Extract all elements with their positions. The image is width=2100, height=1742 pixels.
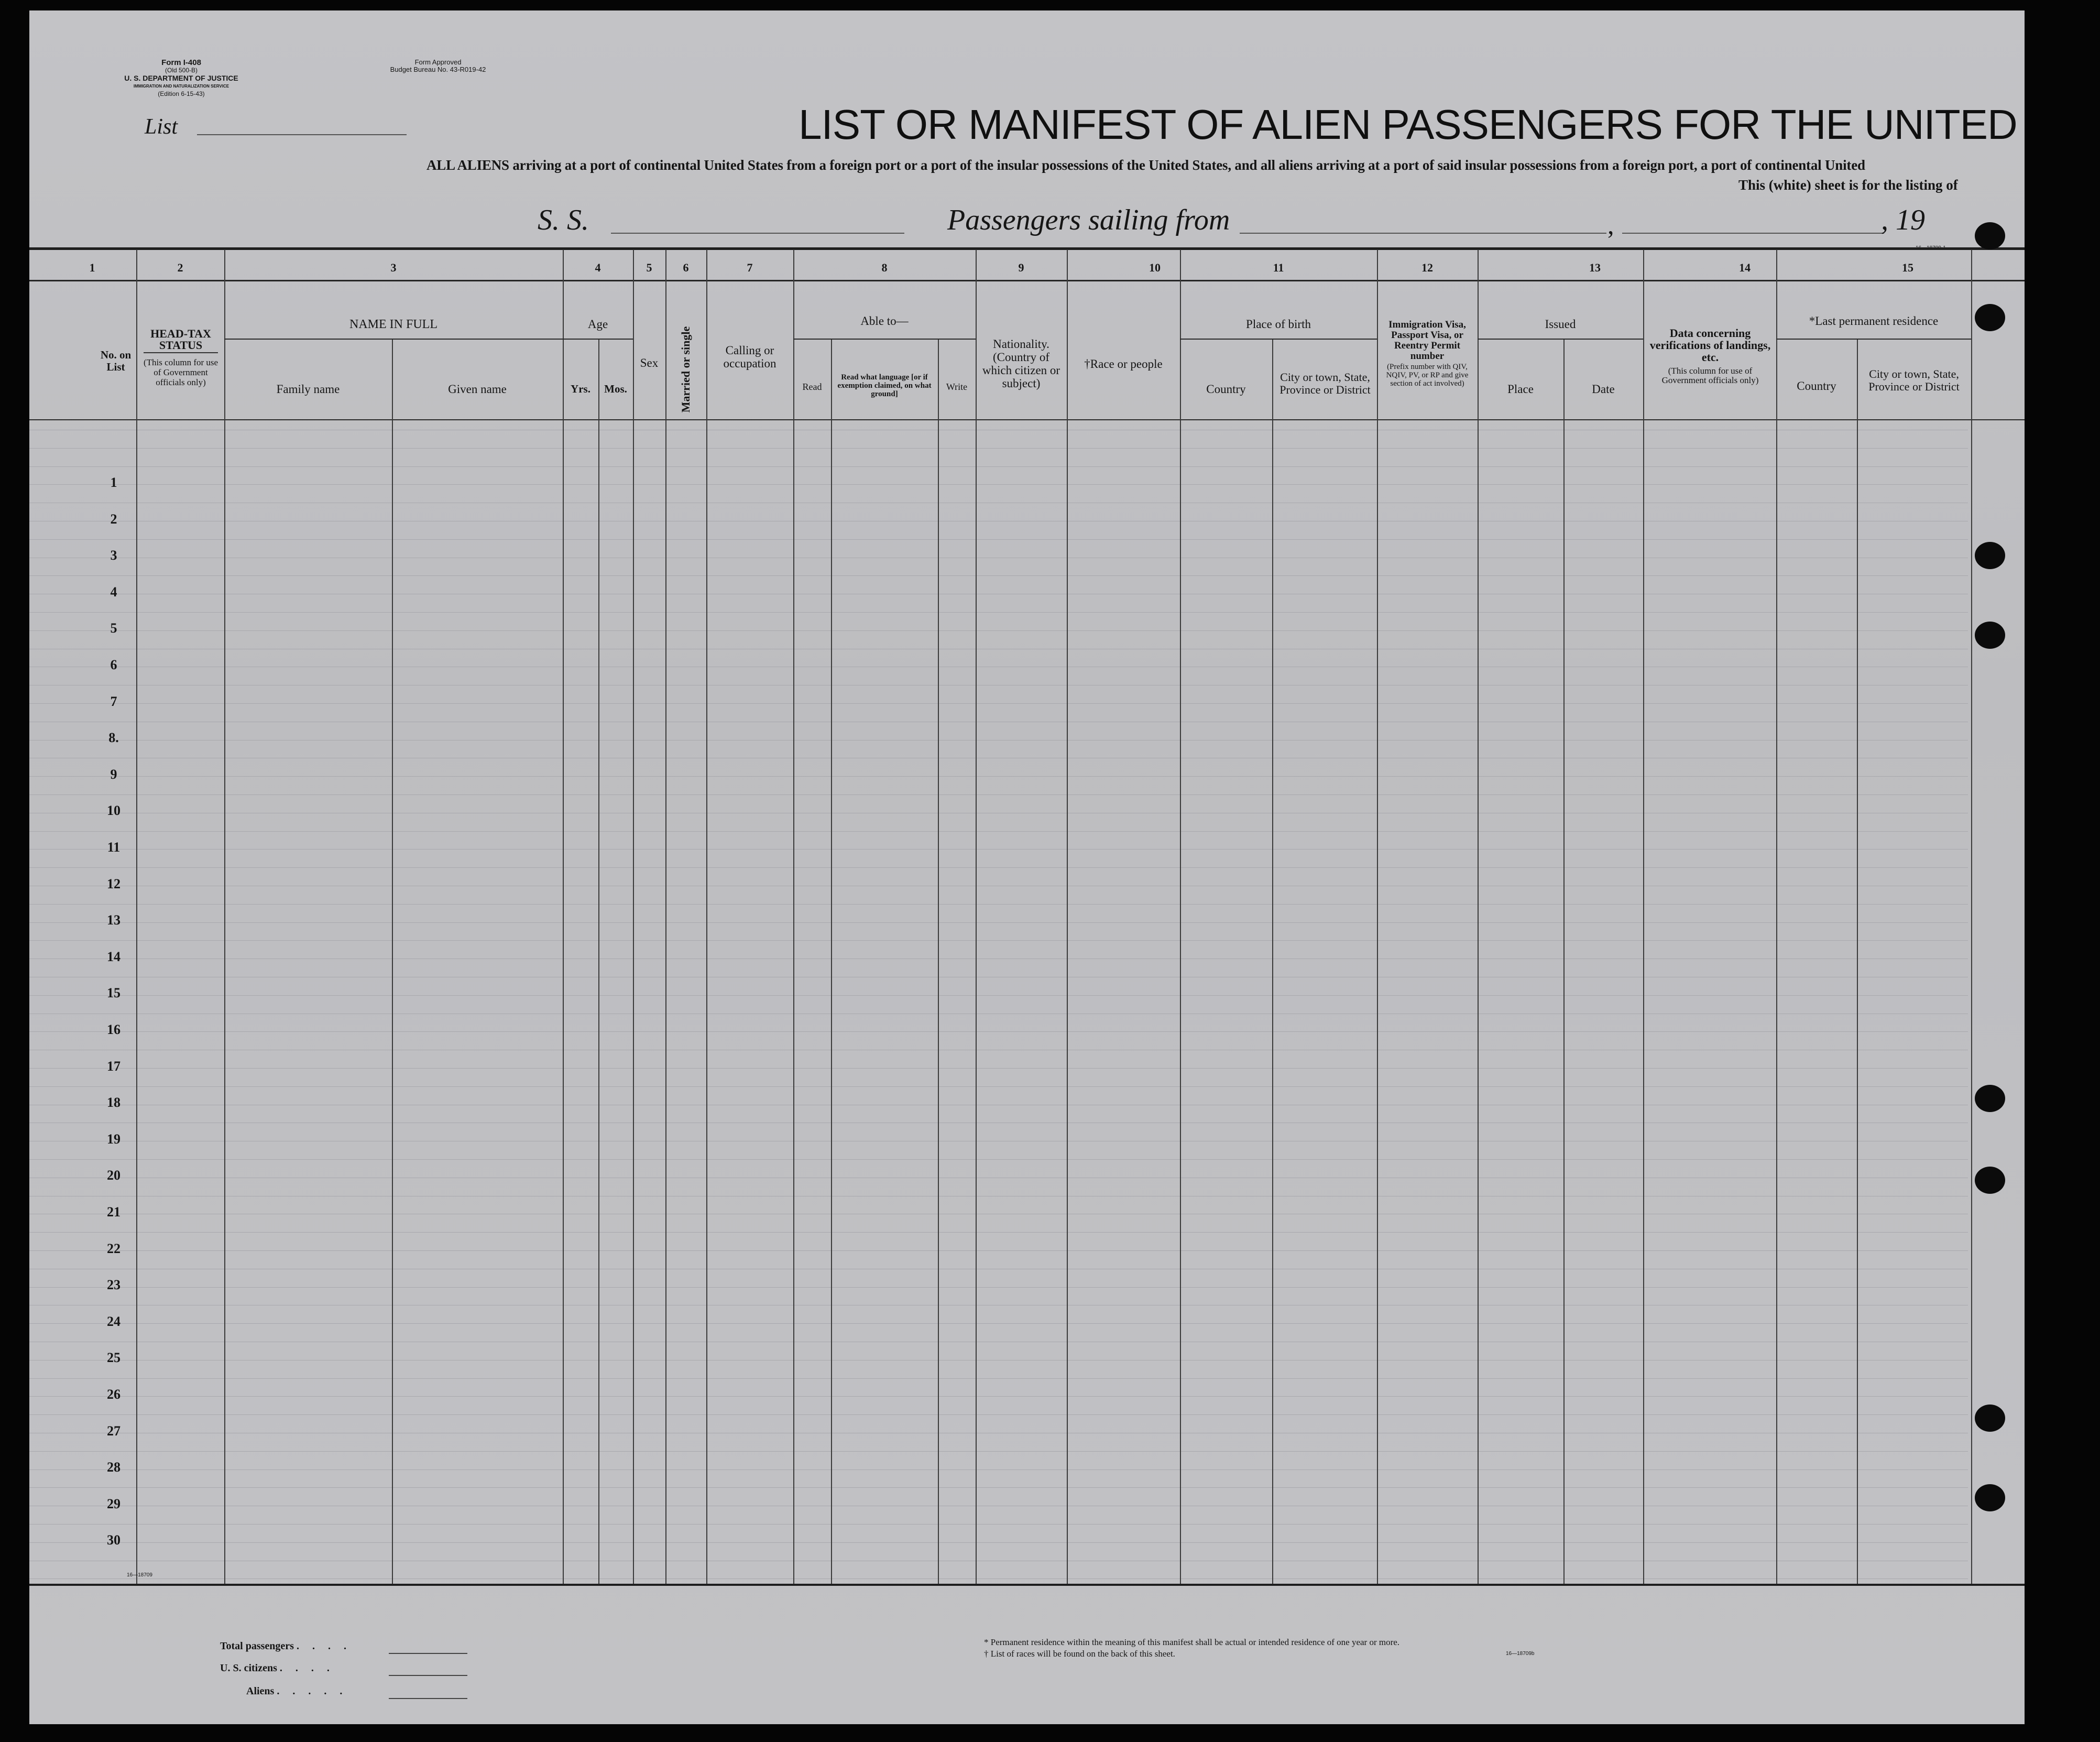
ruled-line [29, 849, 1968, 850]
total-passengers-dots: . . . . [296, 1640, 352, 1652]
department-name: U. S. DEPARTMENT OF JUSTICE [124, 74, 238, 82]
header-nationality: Nationality. (Country of which citizen or subject) [982, 337, 1060, 390]
col-line-c [392, 339, 393, 1584]
visa-title: Immigration Visa, Passport Visa, or Reentry Permit number [1388, 319, 1466, 362]
subhead-rule-residence [1776, 339, 1971, 340]
us-citizens-field[interactable] [389, 1675, 467, 1676]
punch-hole-5 [1975, 1085, 2005, 1112]
col-line-k [938, 339, 939, 1584]
sailing-label: Passengers sailing from [947, 204, 1230, 236]
row-number-22: 22 [107, 1240, 121, 1256]
header-bottom-rule [29, 419, 2025, 420]
service-name: IMMIGRATION AND NATURALIZATION SERVICE [133, 84, 229, 89]
col-line-l [976, 249, 977, 1584]
col-line-o [1272, 339, 1273, 1584]
ruled-line [29, 1396, 1968, 1397]
ss-line [611, 233, 904, 234]
subhead-rule-birth [1180, 339, 1377, 340]
row-number-26: 26 [107, 1387, 121, 1402]
punch-hole-1 [1975, 222, 2005, 249]
ruled-line [29, 539, 1968, 540]
data-concerning-title: Data concerning verifications of landings, etc. [1649, 326, 1771, 364]
ruled-line [29, 630, 1968, 631]
col-number-4: 4 [595, 261, 601, 274]
col-line-n [1180, 249, 1181, 1584]
col-line-b [224, 249, 225, 1584]
list-label: List [145, 115, 178, 139]
row-number-29: 29 [107, 1496, 121, 1511]
col-line-r [1563, 339, 1565, 1584]
row-number-2: 2 [110, 511, 117, 527]
ruled-line [29, 794, 1968, 795]
us-citizens-label [220, 1662, 335, 1674]
ruled-line [29, 776, 1968, 777]
header-visa [1379, 320, 1475, 388]
row-number-4: 4 [110, 584, 117, 600]
header-mos: Mos. [604, 383, 627, 395]
aliens-text: Aliens [246, 1685, 275, 1697]
header-residence-country: Country [1797, 379, 1836, 393]
punch-hole-4 [1975, 622, 2005, 649]
row-number-3: 3 [110, 548, 117, 563]
form-edition: (Edition 6-15-43) [158, 90, 205, 97]
header-yrs: Yrs. [571, 383, 590, 395]
header-name-in-full: NAME IN FULL [349, 318, 438, 331]
ruled-line [29, 1232, 1968, 1233]
header-issued-place: Place [1507, 383, 1534, 396]
ruled-line [29, 575, 1968, 576]
us-citizens-text: U. S. citizens [220, 1662, 277, 1674]
row-number-23: 23 [107, 1277, 121, 1293]
subhead-rule-name [224, 339, 563, 340]
ruled-line [29, 1469, 1968, 1470]
row-number-30: 30 [107, 1532, 121, 1548]
comma-mark: , [1607, 210, 1614, 239]
sailing-line [1240, 233, 1606, 234]
ruled-line [29, 940, 1968, 941]
ruled-line [29, 1451, 1968, 1452]
punch-hole-6 [1975, 1167, 2005, 1194]
row-number-20: 20 [107, 1168, 121, 1183]
aliens-field[interactable] [389, 1698, 467, 1699]
head-tax-title: HEAD-TAX STATUS [144, 328, 218, 353]
subhead-rule-age [563, 339, 633, 340]
row-number-19: 19 [107, 1131, 121, 1147]
manifest-sheet [29, 10, 2025, 1724]
row-number-15: 15 [107, 985, 121, 1001]
row-number-1: 1 [110, 475, 117, 490]
row-number-25: 25 [107, 1350, 121, 1366]
ruled-line [29, 1031, 1968, 1032]
header-age: Age [587, 318, 608, 331]
row-number-5: 5 [110, 620, 117, 636]
col-number-7: 7 [747, 261, 753, 274]
col-line-j [831, 339, 832, 1584]
total-passengers-field[interactable] [389, 1653, 467, 1654]
ruled-line [29, 740, 1968, 741]
ruled-line [29, 1159, 1968, 1160]
date-line [1622, 233, 1884, 234]
ruled-line [29, 1086, 1968, 1087]
table-bottom-rule [29, 1584, 2025, 1586]
column-number-rule [29, 280, 2025, 281]
col-number-3: 3 [390, 261, 397, 274]
header-issued: Issued [1545, 318, 1576, 331]
subhead-rule-able [793, 339, 976, 340]
header-issued-date: Date [1592, 383, 1615, 396]
row-number-13: 13 [107, 912, 121, 928]
col-line-m [1067, 249, 1068, 1584]
married-label: Married or single [679, 326, 692, 413]
ruled-line [29, 1542, 1968, 1543]
aliens-label [246, 1685, 347, 1697]
header-family-name: Family name [276, 383, 340, 396]
form-old-number: (Old 500-B) [165, 67, 198, 74]
punch-hole-3 [1975, 542, 2005, 569]
header-read: Read [802, 382, 822, 392]
col-line-u [1857, 339, 1858, 1584]
total-passengers-text: Total passengers [220, 1640, 294, 1652]
table-top-rule [29, 247, 2025, 250]
year-label: , 19 [1881, 204, 1925, 236]
list-line [197, 134, 407, 135]
header-head-tax [139, 328, 222, 387]
header-married [665, 325, 706, 414]
header-last-residence: *Last permanent residence [1809, 314, 1939, 328]
col-line-g [665, 249, 666, 1584]
budget-number: Budget Bureau No. 43-R019-42 [390, 66, 486, 73]
header-read-language: Read what language [or if exemption claimed, on what ground] [837, 373, 932, 398]
ruled-line [29, 1068, 1968, 1069]
ruled-line [29, 1578, 1968, 1579]
col-line-v [1971, 249, 1972, 1584]
ruled-line [29, 612, 1968, 613]
col-number-6: 6 [683, 261, 689, 274]
col-number-9: 9 [1018, 261, 1024, 274]
row-number-11: 11 [107, 840, 121, 855]
col-number-14: 14 [1739, 261, 1751, 274]
header-place-of-birth: Place of birth [1246, 318, 1311, 331]
header-residence-city: City or town, State, Province or District [1868, 367, 1960, 393]
bottom-left-code: 16—18709 [127, 1572, 152, 1578]
ruled-line [29, 1250, 1968, 1251]
header-given-name: Given name [448, 383, 507, 396]
header-birth-city: City or town, State, Province or District [1279, 371, 1371, 396]
head-tax-note: (This column for use of Government officials only) [143, 357, 218, 387]
form-approved: Form Approved [414, 58, 462, 66]
col-line-i [793, 249, 794, 1584]
ruled-line [29, 484, 1968, 485]
col-line-a [136, 249, 137, 1584]
row-number-27: 27 [107, 1423, 121, 1439]
row-number-28: 28 [107, 1460, 121, 1475]
col-line-s [1643, 249, 1644, 1584]
header-calling: Calling or occupation [723, 344, 776, 370]
footnote-permanent: * Permanent residence within the meaning of this manifest shall be actual or intended residence of one year or more. [984, 1637, 1400, 1647]
ruled-line [29, 922, 1968, 923]
col-number-2: 2 [177, 261, 183, 274]
col-number-15: 15 [1902, 261, 1913, 274]
visa-note: (Prefix number with QIV, NQIV, PV, or RP and give section of act involved) [1386, 363, 1469, 388]
row-number-17: 17 [107, 1058, 121, 1074]
ruled-line [29, 1287, 1968, 1288]
data-concerning-note: (This column for use of Government officials only) [1661, 366, 1759, 385]
row-number-10: 10 [107, 803, 121, 819]
col-line-f [633, 249, 634, 1584]
row-number-6: 6 [110, 657, 117, 672]
us-citizens-dots: . . . . [279, 1662, 335, 1674]
row-number-14: 14 [107, 949, 121, 964]
col-line-e [598, 339, 599, 1584]
footnote-code: 16—18709b [1506, 1651, 1535, 1657]
ruled-line [29, 1487, 1968, 1488]
row-number-21: 21 [107, 1204, 121, 1220]
subhead-rule-issued [1478, 339, 1643, 340]
ruled-line [29, 1524, 1968, 1525]
punch-hole-2 [1975, 304, 2005, 331]
header-data-concerning [1648, 327, 1772, 385]
form-number: Form I-408 [161, 58, 201, 67]
col-number-11: 11 [1273, 261, 1284, 274]
row-number-7: 7 [110, 693, 117, 709]
budget-approval [365, 59, 511, 73]
row-number-12: 12 [107, 876, 121, 891]
header-no-on-list: No. on List [100, 349, 132, 373]
header-sex: Sex [640, 356, 659, 369]
ruled-line [29, 867, 1968, 868]
col-line-h [706, 249, 707, 1584]
col-number-1: 1 [89, 261, 95, 274]
ruled-line [29, 904, 1968, 905]
punch-hole-7 [1975, 1405, 2005, 1432]
header-race: †Race or people [1084, 357, 1163, 371]
ruled-line [29, 448, 1968, 449]
page-title: LIST OR MANIFEST OF ALIEN PASSENGERS FOR THE UNITED [799, 101, 2017, 148]
form-info [108, 59, 255, 98]
ruled-line [29, 1414, 1968, 1415]
col-line-d [563, 249, 564, 1584]
ruled-line [29, 1323, 1968, 1324]
subtitle-line-1: ALL ALIENS arriving at a port of continental United States from a foreign port or a port of the insular possessions of the United States, and all aliens arriving at a port of said insular possessions from a foreign port, a port of continental United [426, 157, 1865, 173]
row-number-9: 9 [110, 766, 117, 782]
header-able-to: Able to— [860, 314, 909, 328]
col-line-t [1776, 249, 1777, 1584]
subtitle-line-2: This (white) sheet is for the listing of [1738, 177, 1958, 193]
punch-hole-8 [1975, 1484, 2005, 1511]
row-number-18: 18 [107, 1095, 121, 1110]
ruled-line [29, 703, 1968, 704]
col-line-q [1478, 249, 1479, 1584]
col-number-8: 8 [881, 261, 888, 274]
ss-label: S. S. [538, 204, 589, 236]
col-number-13: 13 [1589, 261, 1601, 274]
header-birth-country: Country [1206, 383, 1246, 396]
row-number-24: 24 [107, 1313, 121, 1329]
aliens-dots: . . . . . [277, 1685, 348, 1697]
row-number-16: 16 [107, 1022, 121, 1037]
col-line-p [1377, 249, 1378, 1584]
col-number-12: 12 [1421, 261, 1433, 274]
footnote-races: † List of races will be found on the back of this sheet. [984, 1649, 1175, 1659]
total-passengers-label [220, 1640, 352, 1652]
ruled-line [29, 831, 1968, 832]
ruled-line [29, 995, 1968, 996]
col-number-10: 10 [1149, 261, 1161, 274]
row-number-8: 8. [108, 730, 119, 746]
header-write: Write [946, 382, 968, 392]
col-number-5: 5 [646, 261, 652, 274]
ruled-line [29, 466, 1968, 467]
ruled-line [29, 1378, 1968, 1379]
